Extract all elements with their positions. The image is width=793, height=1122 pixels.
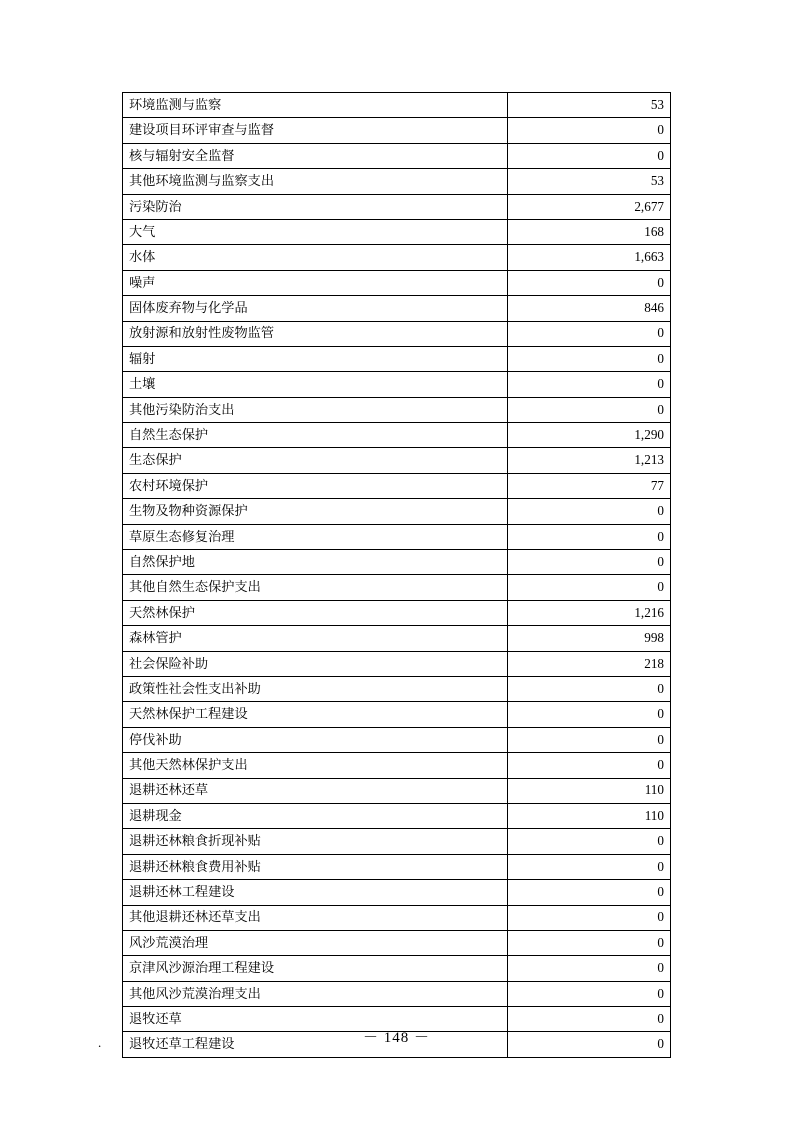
row-item-name: 其他污染防治支出	[123, 397, 508, 422]
table-row	[123, 321, 671, 346]
row-item-value: 0	[507, 143, 670, 168]
table-row	[123, 524, 671, 549]
table-row	[123, 981, 671, 1006]
row-item-value: 77	[507, 473, 670, 498]
row-item-name: 其他天然林保护支出	[123, 753, 508, 778]
row-item-name: 京津风沙源治理工程建设	[123, 956, 508, 981]
row-item-name: 退耕现金	[123, 803, 508, 828]
corner-mark: .	[98, 1035, 102, 1050]
table-row	[123, 905, 671, 930]
table-row	[123, 245, 671, 270]
row-item-name: 退耕还林粮食费用补贴	[123, 854, 508, 879]
row-item-value: 0	[507, 880, 670, 905]
page-number: － 148 －	[362, 1030, 430, 1046]
row-item-name: 其他自然生态保护支出	[123, 575, 508, 600]
row-item-value: 110	[507, 778, 670, 803]
row-item-value: 0	[507, 346, 670, 371]
table-row	[123, 296, 671, 321]
row-item-name: 核与辐射安全监督	[123, 143, 508, 168]
row-item-value: 0	[507, 1007, 670, 1032]
row-item-value: 0	[507, 676, 670, 701]
row-item-value: 0	[507, 321, 670, 346]
table-row	[123, 778, 671, 803]
row-item-name: 退耕还林工程建设	[123, 880, 508, 905]
row-item-name: 大气	[123, 219, 508, 244]
row-item-name: 停伐补助	[123, 727, 508, 752]
table-row	[123, 651, 671, 676]
row-item-name: 噪声	[123, 270, 508, 295]
row-item-name: 建设项目环评审查与监督	[123, 118, 508, 143]
row-item-value: 0	[507, 499, 670, 524]
row-item-value: 998	[507, 626, 670, 651]
row-item-name: 辐射	[123, 346, 508, 371]
row-item-name: 生物及物种资源保护	[123, 499, 508, 524]
row-item-value: 0	[507, 397, 670, 422]
row-item-name: 风沙荒漠治理	[123, 930, 508, 955]
row-item-value: 0	[507, 118, 670, 143]
table-row	[123, 473, 671, 498]
table-row	[123, 854, 671, 879]
row-item-name: 土壤	[123, 372, 508, 397]
row-item-name: 其他环境监测与监察支出	[123, 169, 508, 194]
row-item-value: 1,663	[507, 245, 670, 270]
table-row	[123, 169, 671, 194]
row-item-name: 放射源和放射性废物监管	[123, 321, 508, 346]
row-item-value: 1,290	[507, 423, 670, 448]
row-item-name: 社会保险补助	[123, 651, 508, 676]
row-item-value: 0	[507, 550, 670, 575]
row-item-value: 218	[507, 651, 670, 676]
table-row	[123, 499, 671, 524]
table-row	[123, 676, 671, 701]
row-item-value: 0	[507, 727, 670, 752]
table-row	[123, 550, 671, 575]
row-item-value: 0	[507, 981, 670, 1006]
row-item-name: 其他风沙荒漠治理支出	[123, 981, 508, 1006]
table-row	[123, 448, 671, 473]
row-item-value: 0	[507, 905, 670, 930]
row-item-name: 水体	[123, 245, 508, 270]
table-row	[123, 346, 671, 371]
row-item-name: 退耕还林还草	[123, 778, 508, 803]
table-row	[123, 727, 671, 752]
table-row	[123, 219, 671, 244]
table-row	[123, 600, 671, 625]
table-row	[123, 143, 671, 168]
row-item-value: 0	[507, 702, 670, 727]
row-item-name: 其他退耕还林还草支出	[123, 905, 508, 930]
row-item-name: 自然生态保护	[123, 423, 508, 448]
table-row	[123, 956, 671, 981]
row-item-value: 0	[507, 956, 670, 981]
row-item-value: 0	[507, 1032, 670, 1057]
row-item-value: 53	[507, 93, 670, 118]
row-item-value: 0	[507, 270, 670, 295]
row-item-name: 生态保护	[123, 448, 508, 473]
row-item-value: 0	[507, 930, 670, 955]
table-row	[123, 423, 671, 448]
row-item-value: 0	[507, 854, 670, 879]
table-row	[123, 194, 671, 219]
table-row	[123, 118, 671, 143]
row-item-value: 0	[507, 575, 670, 600]
row-item-value: 846	[507, 296, 670, 321]
row-item-value: 1,216	[507, 600, 670, 625]
row-item-name: 政策性社会性支出补助	[123, 676, 508, 701]
row-item-value: 0	[507, 829, 670, 854]
row-item-value: 0	[507, 372, 670, 397]
row-item-name: 森林管护	[123, 626, 508, 651]
table-row	[123, 930, 671, 955]
row-item-value: 168	[507, 219, 670, 244]
table-row	[123, 575, 671, 600]
row-item-name: 退牧还草工程建设	[123, 1032, 508, 1057]
table-row	[123, 753, 671, 778]
table-row	[123, 702, 671, 727]
row-item-name: 退牧还草	[123, 1007, 508, 1032]
row-item-name: 自然保护地	[123, 550, 508, 575]
row-item-name: 草原生态修复治理	[123, 524, 508, 549]
row-item-name: 天然林保护工程建设	[123, 702, 508, 727]
row-item-name: 固体废弃物与化学品	[123, 296, 508, 321]
table-row	[123, 93, 671, 118]
row-item-name: 退耕还林粮食折现补贴	[123, 829, 508, 854]
table-row	[123, 270, 671, 295]
row-item-value: 2,677	[507, 194, 670, 219]
row-item-value: 110	[507, 803, 670, 828]
row-item-name: 污染防治	[123, 194, 508, 219]
table-row	[123, 626, 671, 651]
row-item-name: 农村环境保护	[123, 473, 508, 498]
row-item-name: 环境监测与监察	[123, 93, 508, 118]
budget-expenditure-table	[122, 92, 671, 1058]
table-row	[123, 880, 671, 905]
table-row	[123, 372, 671, 397]
row-item-value: 0	[507, 753, 670, 778]
row-item-value: 1,213	[507, 448, 670, 473]
table-row	[123, 829, 671, 854]
row-item-value: 53	[507, 169, 670, 194]
row-item-name: 天然林保护	[123, 600, 508, 625]
table-row	[123, 397, 671, 422]
table-row	[123, 803, 671, 828]
table-body	[123, 93, 671, 1058]
row-item-value: 0	[507, 524, 670, 549]
